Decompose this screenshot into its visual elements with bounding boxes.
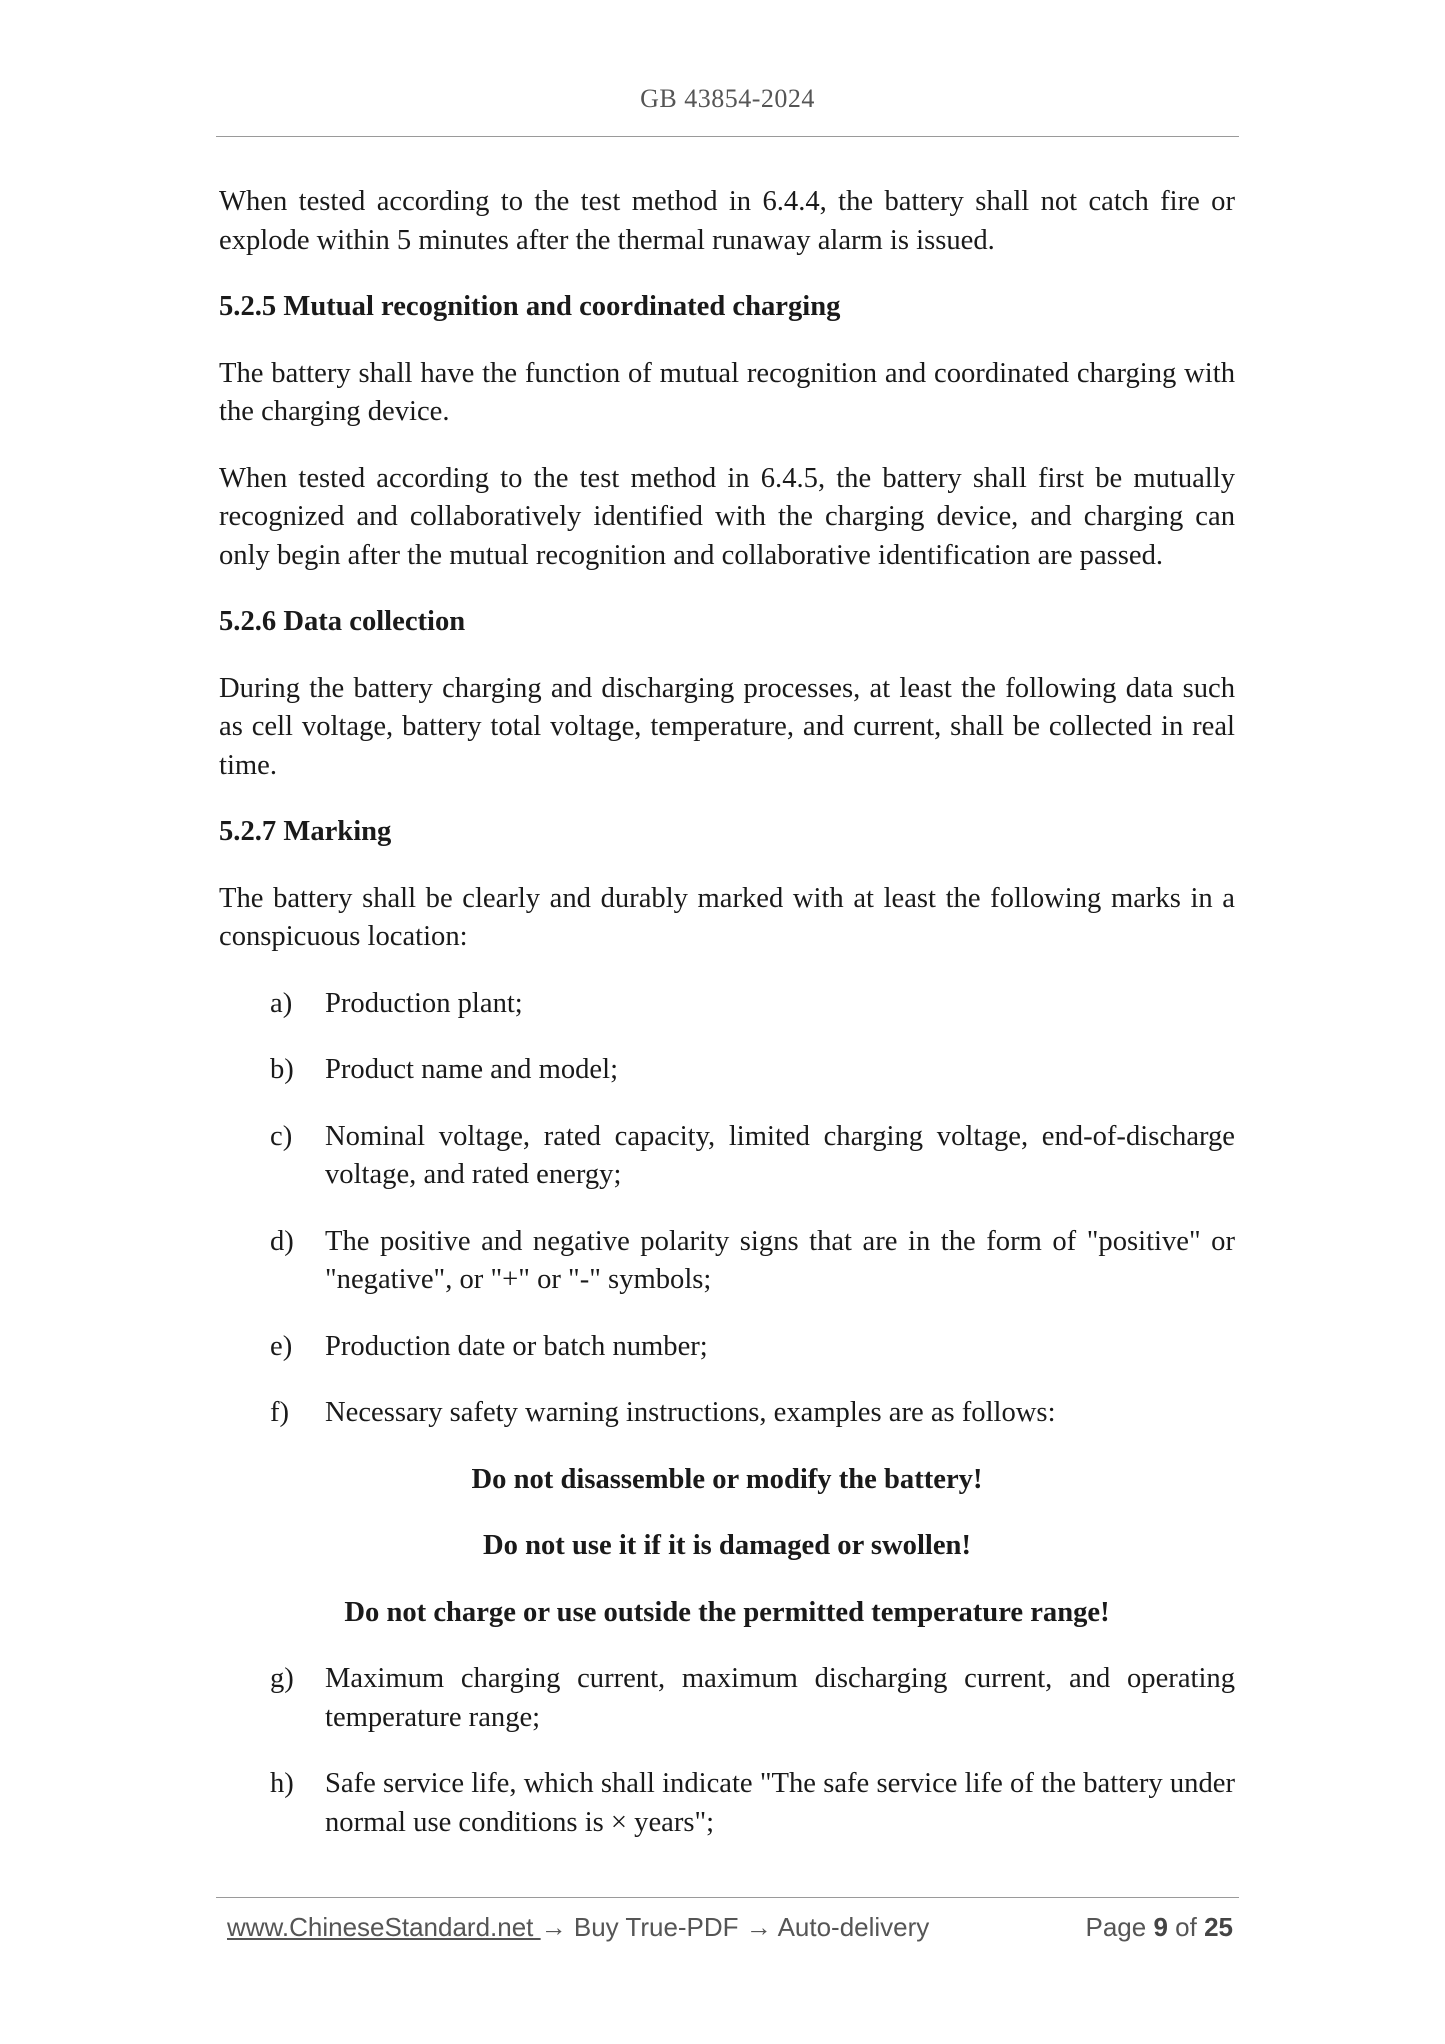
list-item	[219, 1223, 1235, 1300]
list-marker: c)	[270, 1120, 293, 1152]
list-item	[219, 1765, 1235, 1842]
list-marker: g)	[270, 1663, 294, 1694]
list-item	[219, 1051, 1235, 1090]
list-marker: h)	[270, 1768, 294, 1799]
list-item	[219, 1118, 1235, 1195]
section-heading-5-2-5: 5.2.5 Mutual recognition and coordinated charging	[219, 291, 841, 322]
list-marker: a)	[270, 987, 293, 1019]
section-5-2-6-paragraph-1: During the battery charging and discharging processes, at least the following data such as cell voltage, battery total voltage, temperature, and current, shall be collected in real time.	[219, 672, 1235, 781]
list-item	[219, 1394, 1235, 1433]
list-text: The positive and negative polarity signs that are in the form of "positive" or "negative", or "+" or "-" symbols;	[325, 1225, 1235, 1295]
section-5-2-7-paragraph-1: The battery shall be clearly and durably marked with at least the following marks in a conspicuous location:	[219, 882, 1235, 952]
page-word: Page	[1085, 1912, 1147, 1942]
chinese-standard-link[interactable]: www.ChineseStandard.net	[227, 1912, 541, 1942]
safety-warning: Do not charge or use outside the permitted temperature range!	[344, 1596, 1110, 1628]
document-id-header: GB 43854-2024	[640, 84, 815, 113]
list-item	[219, 1328, 1235, 1367]
footer-promo	[227, 1912, 929, 1943]
list-text: Maximum charging current, maximum discharging current, and operating temperature range;	[325, 1663, 1235, 1733]
section-5-2-5-paragraph-1: The battery shall have the function of mutual recognition and coordinated charging with the charging device.	[219, 357, 1235, 427]
list-text: Production plant;	[325, 987, 523, 1019]
page-indicator	[1085, 1912, 1233, 1943]
page-footer	[227, 1912, 1233, 1952]
section-5-2-5-paragraph-2: When tested according to the test method in 6.4.5, the battery shall first be mutually recognized and collaboratively identified with the charging device, and charging can only begin after the mutual recognition and collaborative identification are passed.	[219, 462, 1235, 571]
list-text: Necessary safety warning instructions, examples are as follows:	[325, 1397, 1056, 1428]
page-of-word: of	[1175, 1912, 1197, 1942]
section-heading-5-2-7: 5.2.7 Marking	[219, 816, 392, 847]
page-total-number: 25	[1204, 1912, 1233, 1942]
page-content	[219, 183, 1235, 1870]
section-heading-5-2-6: 5.2.6 Data collection	[219, 606, 466, 637]
intro-paragraph: When tested according to the test method in 6.4.4, the battery shall not catch fire or explode within 5 minutes after the thermal runaway alarm is issued.	[219, 186, 1235, 256]
header-divider	[216, 136, 1239, 137]
list-marker: f)	[270, 1397, 290, 1428]
safety-warning: Do not use it if it is damaged or swollen!	[483, 1530, 971, 1561]
list-marker: d)	[270, 1225, 294, 1257]
list-text: Product name and model;	[325, 1054, 619, 1085]
safety-warning: Do not disassemble or modify the battery!	[471, 1463, 983, 1495]
list-text: Safe service life, which shall indicate "The safe service life of the battery under normal use conditions is × years";	[325, 1768, 1235, 1838]
footer-divider	[216, 1897, 1239, 1898]
footer-promo-text: → Buy True-PDF → Auto-delivery	[540, 1912, 930, 1942]
list-item	[219, 1660, 1235, 1737]
list-marker: e)	[270, 1330, 293, 1362]
list-text: Production date or batch number;	[325, 1330, 708, 1362]
list-text: Nominal voltage, rated capacity, limited charging voltage, end-of-discharge voltage, and rated energy;	[325, 1120, 1235, 1190]
list-item	[219, 985, 1235, 1024]
list-marker: b)	[270, 1054, 294, 1085]
page-current-number: 9	[1153, 1912, 1168, 1942]
